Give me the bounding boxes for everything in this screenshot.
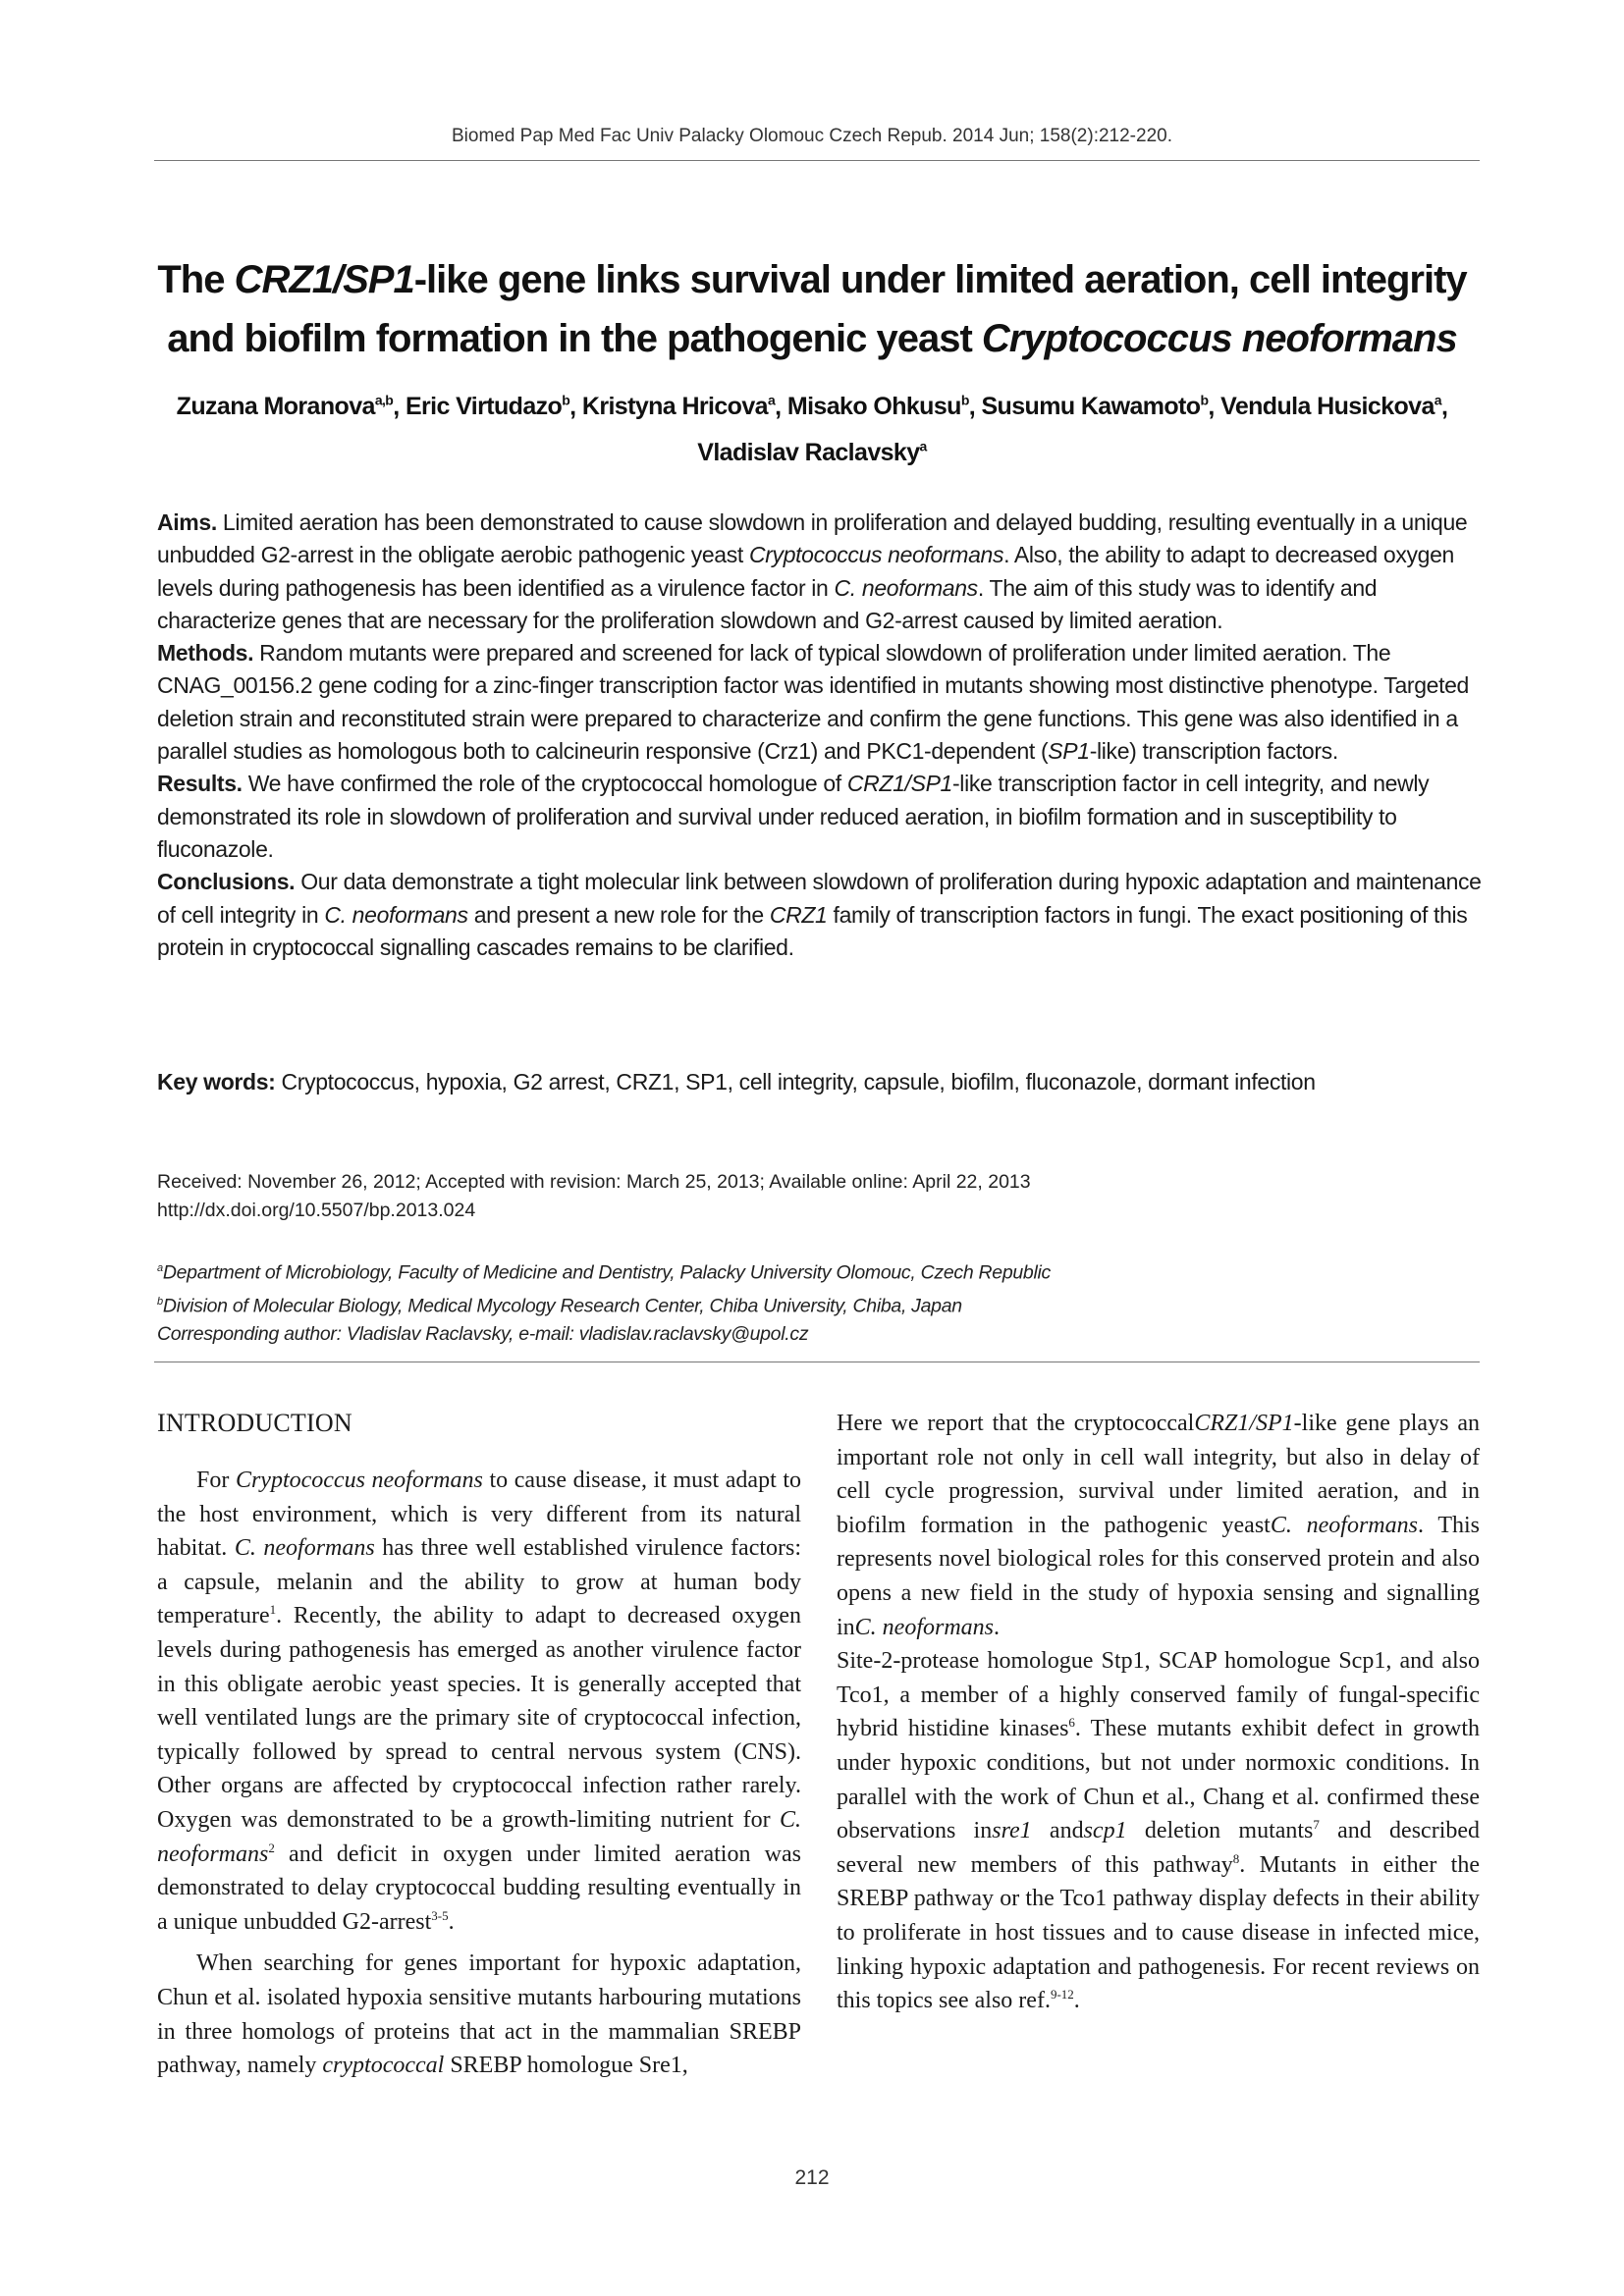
corresponding-author: Corresponding author: Vladislav Raclavsky, e-mail: vladislav.raclavsky@upol.cz <box>157 1323 809 1345</box>
article-title: The CRZ1/SP1-like gene links survival under limited aeration, cell integrity and biofilm formation in the pathogenic yeast Cryptococcus neoformans <box>157 258 1467 360</box>
page-number: 212 <box>794 2166 830 2189</box>
author: Vladislav Raclavsky$^a$ <box>697 438 927 466</box>
article-dates: Received: November 26, 2012; Accepted with revision: March 25, 2013; Available online: April 22, 2013 <box>157 1171 1031 1193</box>
author: Vendula Husickova$^a$ <box>1220 393 1441 421</box>
author: Eric Virtudazo$^b$ <box>405 393 570 421</box>
body-column-left <box>157 1407 801 2091</box>
author: Susumu Kawamoto$^b$ <box>981 393 1209 421</box>
affiliation-a: $^a$Department of Microbiology, Faculty of Medicine and Dentistry, Palacky University Olomouc, Czech Republic <box>157 1261 1051 1284</box>
abstract-methods: Methods. Random mutants were prepared and screened for lack of typical slowdown of proliferation under limited aeration. The CNAG_00156.2 gene coding for a zinc-finger transcription factor was identified in mutants showing most distinctive phenotype. Targeted deletion strain and reconstituted strain were prepared to characterize and confirm the gene functions. This gene was also identified in a parallel studies as homologous both to calcineurin responsive (Crz1) and PKC1-dependent (SP1-like) transcription factors. <box>157 640 1469 765</box>
abstract <box>157 507 1483 964</box>
journal-reference: Biomed Pap Med Fac Univ Palacky Olomouc Czech Repub. 2014 Jun; 158(2):212-220. <box>451 126 1172 146</box>
affiliations <box>157 1255 1483 1349</box>
author: Misako Ohkusu$^b$ <box>786 393 969 421</box>
affiliation-b: $^b$Division of Molecular Biology, Medical Mycology Research Center, Chiba University, Chiba, Japan <box>157 1295 962 1316</box>
author-list: Zuzana Moranova$^{a,b}$, Eric Virtudazo$^b$, Kristyna Hricova$^a$, Misako Ohkusu$^b$, Susumu Kawamoto$^b$, Vendula Husickova$^a$, Vladislav Raclavsky$^a$ <box>176 393 1448 466</box>
abstract-aims: Aims. Limited aeration has been demonstrated to cause slowdown in proliferation and delayed budding, resulting eventually in a unique unbudded G2-arrest in the obligate aerobic pathogenic yeast Cryptococcus neoformans. Also, the ability to adapt to decreased oxygen levels during pathogenesis has been identified as a virulence factor in C. neoformans. The aim of this study was to identify and characterize genes that are necessary for the proliferation slowdown and G2-arrest caused by limited aeration. <box>157 509 1468 633</box>
doi-link[interactable]: http://dx.doi.org/10.5507/bp.2013.024 <box>157 1200 476 1221</box>
abstract-conclusions: Conclusions. Our data demonstrate a tight molecular link between slowdown of proliferation during hypoxic adaptation and maintenance of cell integrity in C. neoformans and present a new role for the CRZ1 family of transcription factors in fungi. The exact positioning of this protein in cryptococcal signalling cascades remains to be clarified. <box>157 869 1482 960</box>
author: Kristyna Hricova$^a$ <box>581 393 776 421</box>
abstract-results: Results. We have confirmed the role of the cryptococcal homologue of CRZ1/SP1-like transcription factor in cell integrity, and newly demonstrated its role in slowdown of proliferation and survival under reduced aeration, in biofilm formation and in susceptibility to fluconazole. <box>157 771 1430 862</box>
body-paragraph: For Cryptococcus neoformans to cause disease, it must adapt to the host environment, which is very different from its natural habitat. C. neoformans has three well established virulence factors: a capsule, melanin and the ability to grow at human body temperature$^1$. Recently, the ability to adapt to decreased oxygen levels during pathogenesis has emerged as another virulence factor in this obligate aerobic yeast species. It is generally accepted that well ventilated lungs are the primary site of cryptococcal infection, typically followed by spread to central nervous system (CNS). Other organs are affected by cryptococcal infection rather rarely. Oxygen was demonstrated to be a growth-limiting nutrient for C. neoformans$^2$ and deficit in oxygen under limited aeration was demonstrated to delay cryptococcal budding resulting eventually in a unique unbudded G2-arrest$^{3-5}$. <box>157 1468 802 1935</box>
keywords: Key words: Cryptococcus, hypoxia, G2 arrest, CRZ1, SP1, cell integrity, capsule, biofilm, fluconazole, dormant infection <box>157 1069 1316 1095</box>
section-heading: INTRODUCTION <box>157 1409 352 1437</box>
body-column-right <box>837 1407 1480 2018</box>
body-paragraph: Here we report that the cryptococcalCRZ1/SP1-like gene plays an important role not only in cell wall integrity, but also in delay of cell cycle progression, survival under limited aeration, and in biofilm formation in the pathogenic yeastC. neoformans. This represents novel biological roles for this conserved protein and also opens a new field in the study of hypoxia sensing and signalling inC. neoformans. <box>837 1411 1481 1640</box>
body-paragraph: Site-2-protease homologue Stp1, SCAP homologue Scp1, and also Tco1, a member of a highly conserved family of fungal-specific hybrid histidine kinases$^6$. These mutants exhibit defect in growth under hypoxic conditions, but not under normoxic conditions. In parallel with the work of Chun et al., Chang et al. confirmed these observations insre1 andscp1 deletion mutants$^7$ and described several new members of this pathway$^8$. Mutants in either the SREBP pathway or the Tco1 pathway display defects in their ability to proliferate in host tissues and to cause disease in infected mice, linking hypoxic adaptation and pathogenesis. For recent reviews on this topics see also ref.$^{9-12}$. <box>837 1648 1481 2014</box>
body-paragraph: When searching for genes important for hypoxic adaptation, Chun et al. isolated hypoxia sensitive mutants harbouring mutations in three homologs of proteins that act in the mammalian SREBP pathway, namely cryptococcal SREBP homologue Sre1, <box>157 1950 801 2079</box>
header-divider <box>154 160 1480 161</box>
article-info <box>157 1168 1483 1225</box>
author: Zuzana Moranova$^{a,b}$ <box>176 393 394 421</box>
